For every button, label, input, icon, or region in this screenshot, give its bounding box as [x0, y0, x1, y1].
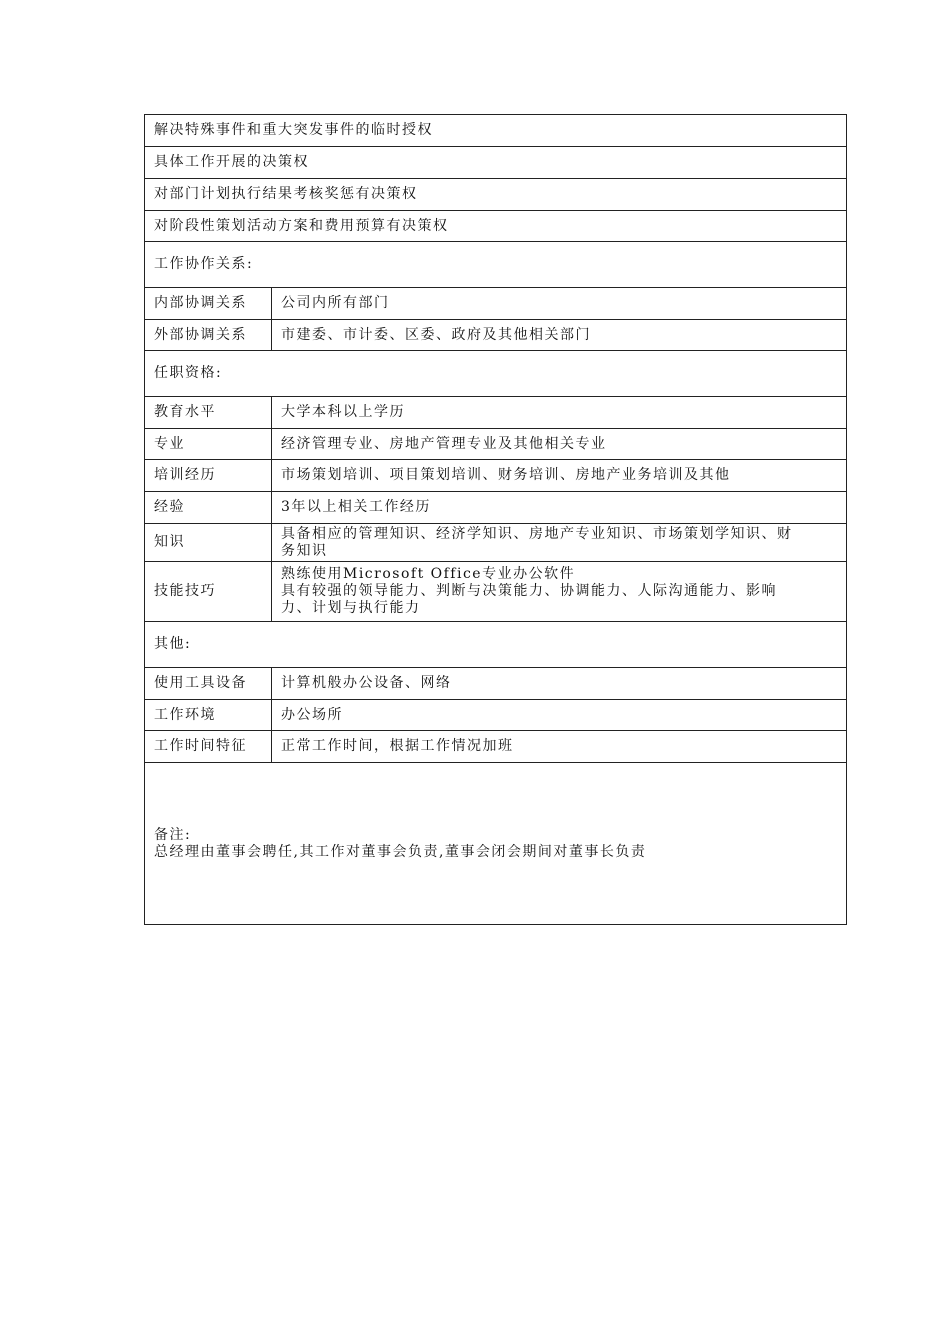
row-label: 知识: [145, 524, 272, 562]
row-label: 教育水平: [145, 397, 272, 429]
row-label: 工作环境: [145, 700, 272, 731]
row-value: 市场策划培训、项目策划培训、财务培训、房地产业务培训及其他: [272, 460, 847, 492]
skills-row: [145, 562, 847, 622]
row-label: 技能技巧: [145, 562, 272, 622]
row-value: 市建委、市计委、区委、政府及其他相关部门: [272, 320, 847, 351]
knowledge-row: [145, 524, 847, 562]
knowledge-line: 具备相应的管理知识、经济学知识、房地产专业知识、市场策划学知识、财: [281, 525, 793, 542]
authority-text: 对阶段性策划活动方案和费用预算有决策权: [145, 211, 847, 242]
notes-text: 总经理由董事会聘任,其工作对董事会负责,董事会闭会期间对董事长负责: [154, 843, 647, 860]
authority-row: [145, 147, 847, 179]
qualification-row: [145, 492, 847, 524]
authority-row: [145, 115, 847, 147]
row-label: 使用工具设备: [145, 668, 272, 700]
other-row: [145, 668, 847, 700]
notes-cell: [145, 763, 847, 925]
other-row: [145, 731, 847, 763]
authority-text: 解决特殊事件和重大突发事件的临时授权: [145, 115, 847, 147]
other-heading: 其他:: [145, 622, 847, 668]
row-value: [272, 562, 847, 622]
cooperation-row: [145, 320, 847, 351]
section-heading-row: [145, 622, 847, 668]
authority-text: 对部门计划执行结果考核奖惩有决策权: [145, 179, 847, 211]
row-value: 计算机般办公设备、网络: [272, 668, 847, 700]
job-description-document: [144, 114, 846, 925]
qualification-row: [145, 460, 847, 492]
cooperation-row: [145, 288, 847, 320]
row-value: 3年以上相关工作经历: [272, 492, 847, 524]
skills-line: 力、计划与执行能力: [281, 600, 421, 616]
authority-row: [145, 211, 847, 242]
section-heading-row: [145, 242, 847, 288]
qualification-row: [145, 429, 847, 460]
row-value: 经济管理专业、房地产管理专业及其他相关专业: [272, 429, 847, 460]
section-heading-row: [145, 351, 847, 397]
notes-label: 备注:: [154, 826, 192, 843]
skills-line: 熟练使用Microsoft Office专业办公软件: [281, 566, 576, 582]
row-label: 内部协调关系: [145, 288, 272, 320]
row-label: 专业: [145, 429, 272, 460]
row-value: 大学本科以上学历: [272, 397, 847, 429]
row-value: 办公场所: [272, 700, 847, 731]
authority-text: 具体工作开展的决策权: [145, 147, 847, 179]
row-value: 正常工作时间，根据工作情况加班: [272, 731, 847, 763]
knowledge-line: 务知识: [281, 542, 328, 559]
authority-row: [145, 179, 847, 211]
skills-line: 具有较强的领导能力、判断与决策能力、协调能力、人际沟通能力、影响: [281, 583, 777, 599]
row-value: 公司内所有部门: [272, 288, 847, 320]
row-label: 经验: [145, 492, 272, 524]
notes-row: [145, 763, 847, 925]
cooperation-heading: 工作协作关系:: [145, 242, 847, 288]
row-value: [272, 524, 847, 562]
other-row: [145, 700, 847, 731]
row-label: 工作时间特征: [145, 731, 272, 763]
qualifications-heading: 任职资格:: [145, 351, 847, 397]
job-description-table: [144, 114, 847, 925]
row-label: 培训经历: [145, 460, 272, 492]
row-label: 外部协调关系: [145, 320, 272, 351]
qualification-row: [145, 397, 847, 429]
